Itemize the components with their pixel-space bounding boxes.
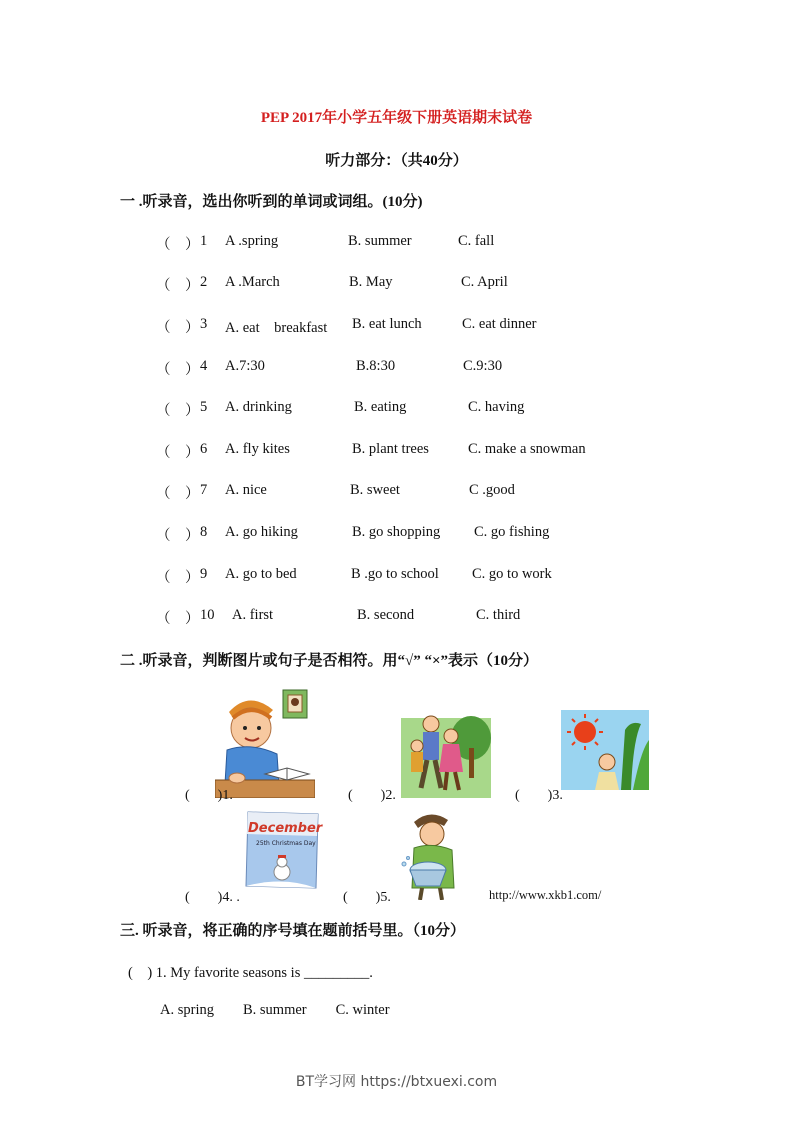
- option-a: A. nice: [225, 482, 267, 498]
- boy-washing-picture: [400, 808, 460, 900]
- question-number: 10: [200, 607, 215, 623]
- boy-reading-picture: [215, 688, 315, 798]
- option-a: A. go hiking: [225, 524, 298, 540]
- option-c: C.9:30: [463, 358, 503, 374]
- answer-bracket[interactable]: （ ）: [156, 362, 200, 378]
- question-number: 1: [200, 233, 208, 249]
- page-title: PEP 2017年小学五年级下册英语期末试卷: [260, 110, 533, 126]
- question-row: [0, 233, 793, 253]
- option-c: C. go to work: [472, 566, 552, 582]
- section-3-question-1[interactable]: ( ) 1. My favorite seasons is _________.: [128, 965, 373, 981]
- answer-bracket[interactable]: （ ）: [156, 237, 200, 253]
- option-c: C. go fishing: [474, 524, 550, 540]
- option-a: A. first: [232, 607, 274, 623]
- option-b: B.8:30: [356, 358, 396, 374]
- picture-5-label[interactable]: ( )5.: [343, 890, 391, 905]
- question-number: 4: [200, 358, 208, 374]
- option-b: B. go shopping: [352, 524, 441, 540]
- picture-4-label[interactable]: ( )4. .: [185, 890, 240, 905]
- option-a: A. eat breakfast: [225, 320, 328, 336]
- option-c: C. having: [468, 399, 525, 415]
- answer-bracket[interactable]: （ ）: [156, 528, 200, 544]
- question-number: 3: [200, 316, 208, 332]
- section-2-heading: 二 .听录音，判断图片或句子是否相符。用“√” “×”表示（10分）: [120, 653, 539, 669]
- picture-2-label[interactable]: ( )2.: [348, 788, 396, 803]
- question-number: 2: [200, 274, 208, 290]
- question-row: [0, 316, 793, 336]
- option-b: B. eat lunch: [352, 316, 422, 332]
- question-row: [0, 441, 793, 461]
- option-a: A .spring: [225, 233, 279, 249]
- option-b: B. plant trees: [352, 441, 429, 457]
- question-number: 7: [200, 482, 208, 498]
- hot-sun-picture: [561, 710, 649, 790]
- question-row: [0, 399, 793, 419]
- option-b: B .go to school: [351, 566, 439, 582]
- question-row: [0, 566, 793, 586]
- option-b: B. second: [357, 607, 415, 623]
- calendar-date-note: 25th Christmas Day: [256, 840, 316, 847]
- option-a: A. fly kites: [225, 441, 290, 457]
- question-number: 9: [200, 566, 208, 582]
- option-b: B. summer: [348, 233, 412, 249]
- answer-bracket[interactable]: （ ）: [156, 320, 200, 336]
- question-number: 8: [200, 524, 208, 540]
- option-a: A. go to bed: [225, 566, 297, 582]
- option-b: B. May: [349, 274, 393, 290]
- option-a: A .March: [225, 274, 280, 290]
- answer-bracket[interactable]: （ ）: [156, 445, 200, 461]
- option-c: C. eat dinner: [462, 316, 537, 332]
- answer-bracket[interactable]: （ ）: [156, 486, 200, 502]
- option-a: A.7:30: [225, 358, 265, 374]
- question-number: 5: [200, 399, 208, 415]
- question-row: [0, 358, 793, 378]
- option-b: B. sweet: [350, 482, 400, 498]
- footer-watermark: BT学习网 https://btxuexi.com: [295, 1074, 498, 1090]
- option-b: B. eating: [354, 399, 407, 415]
- option-c: C. fall: [458, 233, 495, 249]
- section-3-question-1-options: A. spring B. summer C. winter: [160, 1002, 390, 1018]
- section-1-heading: 一 .听录音，选出你听到的单词或词组。(10分): [120, 194, 423, 210]
- family-walking-picture: [401, 708, 491, 798]
- answer-bracket[interactable]: （ ）: [156, 403, 200, 419]
- option-c: C. third: [476, 607, 521, 623]
- question-number: 6: [200, 441, 208, 457]
- answer-bracket[interactable]: （ ）: [156, 570, 200, 586]
- question-row: [0, 274, 793, 294]
- option-a: A. drinking: [225, 399, 292, 415]
- calendar-month: December: [248, 821, 323, 836]
- picture-1-label[interactable]: ( )1.: [185, 788, 233, 803]
- answer-bracket[interactable]: （ ）: [156, 278, 200, 294]
- question-row: [0, 524, 793, 544]
- question-row: [0, 482, 793, 502]
- source-url[interactable]: http://www.xkb1.com/: [489, 888, 602, 902]
- picture-3-label[interactable]: ( )3.: [515, 788, 563, 803]
- listening-part-heading: 听力部分：（共40分）: [325, 153, 468, 169]
- option-c: C .good: [469, 482, 515, 498]
- option-c: C. April: [461, 274, 508, 290]
- question-row: [0, 607, 793, 627]
- answer-bracket[interactable]: （ ）: [156, 611, 200, 627]
- section-3-heading: 三. 听录音，将正确的序号填在题前括号里。（10分）: [120, 923, 466, 939]
- option-c: C. make a snowman: [468, 441, 586, 457]
